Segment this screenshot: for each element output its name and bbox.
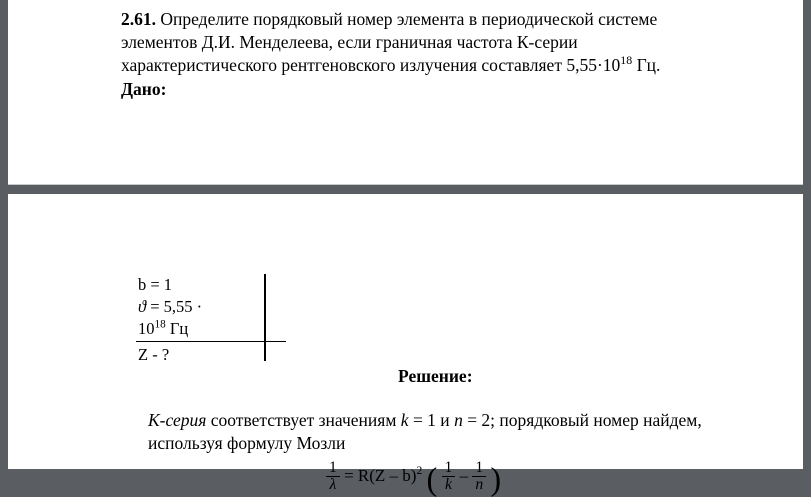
problem-exponent: 18 — [620, 52, 633, 67]
solution-line-1d: = 2; порядковый номер найдем, — [462, 410, 702, 430]
solution-line-1b: соответствует значениям — [206, 410, 401, 430]
formula-frac-denominator: λ — [329, 476, 337, 494]
problem-statement — [8, 0, 803, 101]
formula-inner-fraction-n — [472, 460, 486, 494]
frequency-value: = 5,55 · — [146, 296, 203, 316]
formula-tail-exponent: 2 — [416, 464, 423, 478]
frequency-mantissa: 10 — [138, 318, 155, 338]
formula-paren-close: ) — [490, 460, 502, 497]
problem-text-line-2: элементов Д.И. Менделеева, если граничная частота К-серии — [121, 31, 578, 52]
k-symbol: k — [400, 410, 409, 430]
formula-inner-num-2: 1 — [472, 460, 486, 477]
frequency-unit: Гц — [165, 318, 189, 338]
given-block — [136, 274, 291, 365]
document-page-bottom — [8, 194, 803, 497]
n-symbol: n — [454, 410, 463, 430]
formula-tail: = R(Z – b) — [344, 465, 417, 485]
given-find: Z - ? — [138, 344, 170, 364]
frequency-exponent: 18 — [154, 318, 166, 331]
solution-line-1c: = 1 и — [408, 410, 455, 430]
formula-frac-numerator: 1 — [326, 460, 340, 477]
solution-text — [148, 409, 748, 455]
problem-number: 2.61. — [121, 9, 156, 29]
formula-inner-den-2: n — [475, 476, 484, 494]
given-divider-line — [264, 274, 266, 361]
formula-fraction-lambda — [326, 460, 340, 494]
formula-inner-fraction-k — [442, 460, 456, 494]
solution-line-2: используя формулу Мозли — [148, 433, 346, 454]
frequency-symbol: ϑ — [138, 296, 147, 316]
formula-inner-minus: – — [459, 465, 469, 485]
k-series-term: К-серия — [148, 410, 207, 430]
moseley-formula — [326, 459, 502, 497]
given-line-b: b = 1 — [138, 275, 173, 294]
formula-inner-num-1: 1 — [442, 460, 456, 477]
problem-text-line-3a: характеристического рентгеновского излучения составляет 5,55·10 — [121, 54, 621, 75]
formula-inner-den-1: k — [444, 476, 452, 494]
problem-text-line-1: Определите порядковый номер элемента в периодической системе — [160, 9, 658, 29]
given-label: Дано: — [121, 79, 167, 100]
document-page-top — [8, 0, 803, 185]
problem-text-line-3b: Гц. — [632, 54, 661, 75]
solution-title: Решение: — [398, 366, 473, 386]
formula-paren-open: ( — [426, 460, 438, 497]
